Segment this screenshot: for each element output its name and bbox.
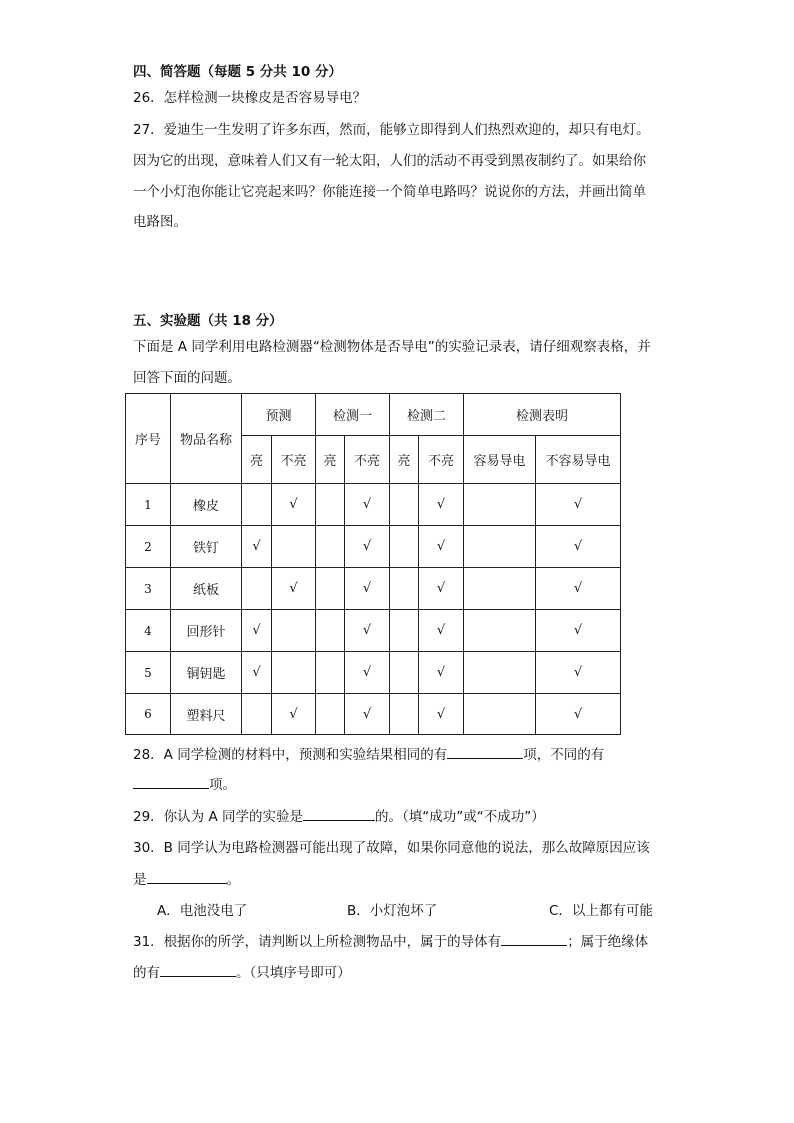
mark-cell — [242, 526, 272, 568]
question-31-text-4: 。（只填序号即可） — [236, 965, 351, 981]
check-mark-icon: √ — [573, 497, 583, 512]
mark-cell — [419, 652, 464, 694]
mark-cell — [464, 484, 536, 526]
table-row — [126, 694, 621, 735]
question-27-line-1: 27．爱迪生一生发明了许多东西，然而，能够立即得到人们热烈欢迎的，却只有电灯。 — [133, 122, 650, 138]
question-26: 26．怎样检测一块橡皮是否容易导电？ — [133, 90, 367, 106]
mark-cell — [419, 484, 464, 526]
table-body — [126, 484, 621, 735]
check-mark-icon: √ — [362, 497, 372, 512]
subheader-not-light: 不亮 — [345, 436, 390, 484]
question-30-line-2 — [133, 869, 240, 890]
section-5-intro-line-1: 下面是 A 同学利用电路检测器“检测物体是否导电”的实验记录表，请仔细观察表格，并 — [133, 339, 651, 355]
mark-cell — [272, 484, 316, 526]
question-30-line-1: 30．B 同学认为电路检测器可能出现了故障，如果你同意他的说法，那么故障原因应该 — [133, 840, 650, 856]
subheader-light: 亮 — [390, 436, 419, 484]
option-a[interactable]: A．电池没电了 — [157, 903, 248, 919]
table-row — [126, 610, 621, 652]
subheader-not-conductive: 不容易导电 — [536, 436, 621, 484]
check-mark-icon: √ — [573, 623, 583, 638]
mark-cell — [464, 526, 536, 568]
answer-blank-31b[interactable] — [160, 962, 236, 977]
answer-blank-29[interactable] — [303, 806, 375, 821]
header-prediction: 预测 — [242, 394, 316, 436]
mark-cell — [345, 568, 390, 610]
table-row — [126, 484, 621, 526]
option-b[interactable]: B．小灯泡坏了 — [347, 903, 438, 919]
mark-cell — [390, 484, 419, 526]
mark-cell — [316, 526, 345, 568]
row-index: 6 — [126, 694, 171, 735]
mark-cell — [345, 526, 390, 568]
mark-cell — [272, 568, 316, 610]
check-mark-icon: √ — [436, 623, 446, 638]
question-28-text-1: 28．A 同学检测的材料中，预测和实验结果相同的有 — [133, 747, 448, 763]
check-mark-icon: √ — [289, 581, 298, 596]
answer-blank-28a[interactable] — [447, 744, 523, 759]
question-31-text-3: 的有 — [133, 965, 160, 981]
question-27-line-2: 因为它的出现，意味着人们又有一轮太阳，人们的活动不再受到黑夜制约了。如果给你 — [133, 153, 646, 169]
mark-cell — [345, 652, 390, 694]
row-index: 3 — [126, 568, 171, 610]
mark-cell — [242, 652, 272, 694]
row-index: 4 — [126, 610, 171, 652]
mark-cell — [272, 652, 316, 694]
section-4-title: 四、简答题（每题 5 分共 10 分） — [133, 64, 342, 80]
section-5-intro-line-2: 回答下面的问题。 — [133, 370, 241, 386]
check-mark-icon: √ — [362, 706, 372, 722]
header-test-shows: 检测表明 — [464, 394, 621, 436]
header-test-one: 检测一 — [316, 394, 390, 436]
mark-cell — [419, 694, 464, 735]
row-item-name: 回形针 — [171, 610, 242, 652]
question-29 — [133, 806, 545, 827]
subheader-conductive: 容易导电 — [464, 436, 536, 484]
question-31-line-1 — [133, 931, 648, 952]
header-test-two: 检测二 — [390, 394, 464, 436]
mark-cell — [316, 652, 345, 694]
mark-cell — [390, 652, 419, 694]
question-28-text-2: 项，不同的有 — [523, 747, 605, 763]
mark-cell — [345, 484, 390, 526]
row-item-name: 纸板 — [171, 568, 242, 610]
question-31-text-1: 31．根据你的所学，请判断以上所检测物品中，属于的导体有 — [133, 934, 502, 950]
mark-cell — [536, 652, 621, 694]
mark-cell — [316, 568, 345, 610]
section-5-title: 五、实验题（共 18 分） — [133, 313, 283, 329]
row-item-name: 铜钥匙 — [171, 652, 242, 694]
subheader-not-light: 不亮 — [419, 436, 464, 484]
subheader-light: 亮 — [316, 436, 345, 484]
row-item-name: 橡皮 — [171, 484, 242, 526]
row-item-name: 塑料尺 — [171, 694, 242, 735]
check-mark-icon: √ — [362, 623, 372, 638]
header-index: 序号 — [126, 394, 171, 484]
mark-cell — [272, 526, 316, 568]
mark-cell — [419, 526, 464, 568]
check-mark-icon: √ — [362, 539, 372, 554]
mark-cell — [316, 484, 345, 526]
mark-cell — [345, 610, 390, 652]
check-mark-icon: √ — [436, 665, 446, 680]
check-mark-icon: √ — [436, 581, 446, 596]
question-29-text-1: 29．你认为 A 同学的实验是 — [133, 809, 303, 825]
check-mark-icon: √ — [573, 706, 583, 722]
check-mark-icon: √ — [573, 665, 583, 680]
mark-cell — [464, 694, 536, 735]
row-item-name: 铁钉 — [171, 526, 242, 568]
mark-cell — [536, 694, 621, 735]
check-mark-icon: √ — [573, 539, 583, 554]
mark-cell — [536, 484, 621, 526]
question-28-line-1 — [133, 744, 604, 765]
answer-blank-30[interactable] — [147, 869, 227, 884]
mark-cell — [345, 694, 390, 735]
check-mark-icon: √ — [362, 581, 372, 596]
mark-cell — [390, 568, 419, 610]
check-mark-icon: √ — [289, 706, 298, 722]
question-27-line-4: 电路图。 — [133, 214, 187, 230]
answer-blank-28b[interactable] — [133, 774, 209, 789]
check-mark-icon: √ — [436, 497, 446, 512]
row-index: 5 — [126, 652, 171, 694]
experiment-record-table — [125, 393, 621, 735]
mark-cell — [316, 610, 345, 652]
check-mark-icon: √ — [252, 539, 261, 554]
question-30-text-2: 。 — [226, 872, 240, 888]
check-mark-icon: √ — [362, 665, 372, 680]
mark-cell — [242, 484, 272, 526]
mark-cell — [242, 694, 272, 735]
mark-cell — [464, 568, 536, 610]
subheader-not-light: 不亮 — [272, 436, 316, 484]
question-27-line-3: 一个小灯泡你能让它亮起来吗？你能连接一个简单电路吗？说说你的方法，并画出简单 — [133, 184, 646, 200]
mark-cell — [390, 526, 419, 568]
mark-cell — [419, 610, 464, 652]
mark-cell — [390, 610, 419, 652]
option-c[interactable]: C．以上都有可能 — [549, 903, 653, 919]
check-mark-icon: √ — [252, 623, 261, 638]
check-mark-icon: √ — [252, 665, 261, 680]
check-mark-icon: √ — [436, 706, 446, 722]
question-28-line-2 — [133, 774, 236, 795]
answer-blank-31a[interactable] — [501, 931, 567, 946]
mark-cell — [316, 694, 345, 735]
question-29-text-2: 的。（填“成功”或“不成功”） — [375, 809, 545, 825]
question-28-text-3: 项。 — [209, 777, 236, 793]
mark-cell — [536, 610, 621, 652]
check-mark-icon: √ — [289, 497, 298, 512]
check-mark-icon: √ — [573, 581, 583, 596]
mark-cell — [464, 610, 536, 652]
mark-cell — [536, 568, 621, 610]
mark-cell — [419, 568, 464, 610]
header-item-name: 物品名称 — [171, 394, 242, 484]
mark-cell — [464, 652, 536, 694]
question-31-text-2: ；属于绝缘体 — [567, 934, 649, 950]
table-row — [126, 568, 621, 610]
question-30-text-1: 是 — [133, 872, 147, 888]
subheader-light: 亮 — [242, 436, 272, 484]
mark-cell — [242, 610, 272, 652]
mark-cell — [390, 694, 419, 735]
mark-cell — [272, 610, 316, 652]
question-31-line-2 — [133, 962, 351, 983]
row-index: 2 — [126, 526, 171, 568]
mark-cell — [242, 568, 272, 610]
check-mark-icon: √ — [436, 539, 446, 554]
mark-cell — [536, 526, 621, 568]
mark-cell — [272, 694, 316, 735]
row-index: 1 — [126, 484, 171, 526]
table-row — [126, 526, 621, 568]
table-row — [126, 652, 621, 694]
